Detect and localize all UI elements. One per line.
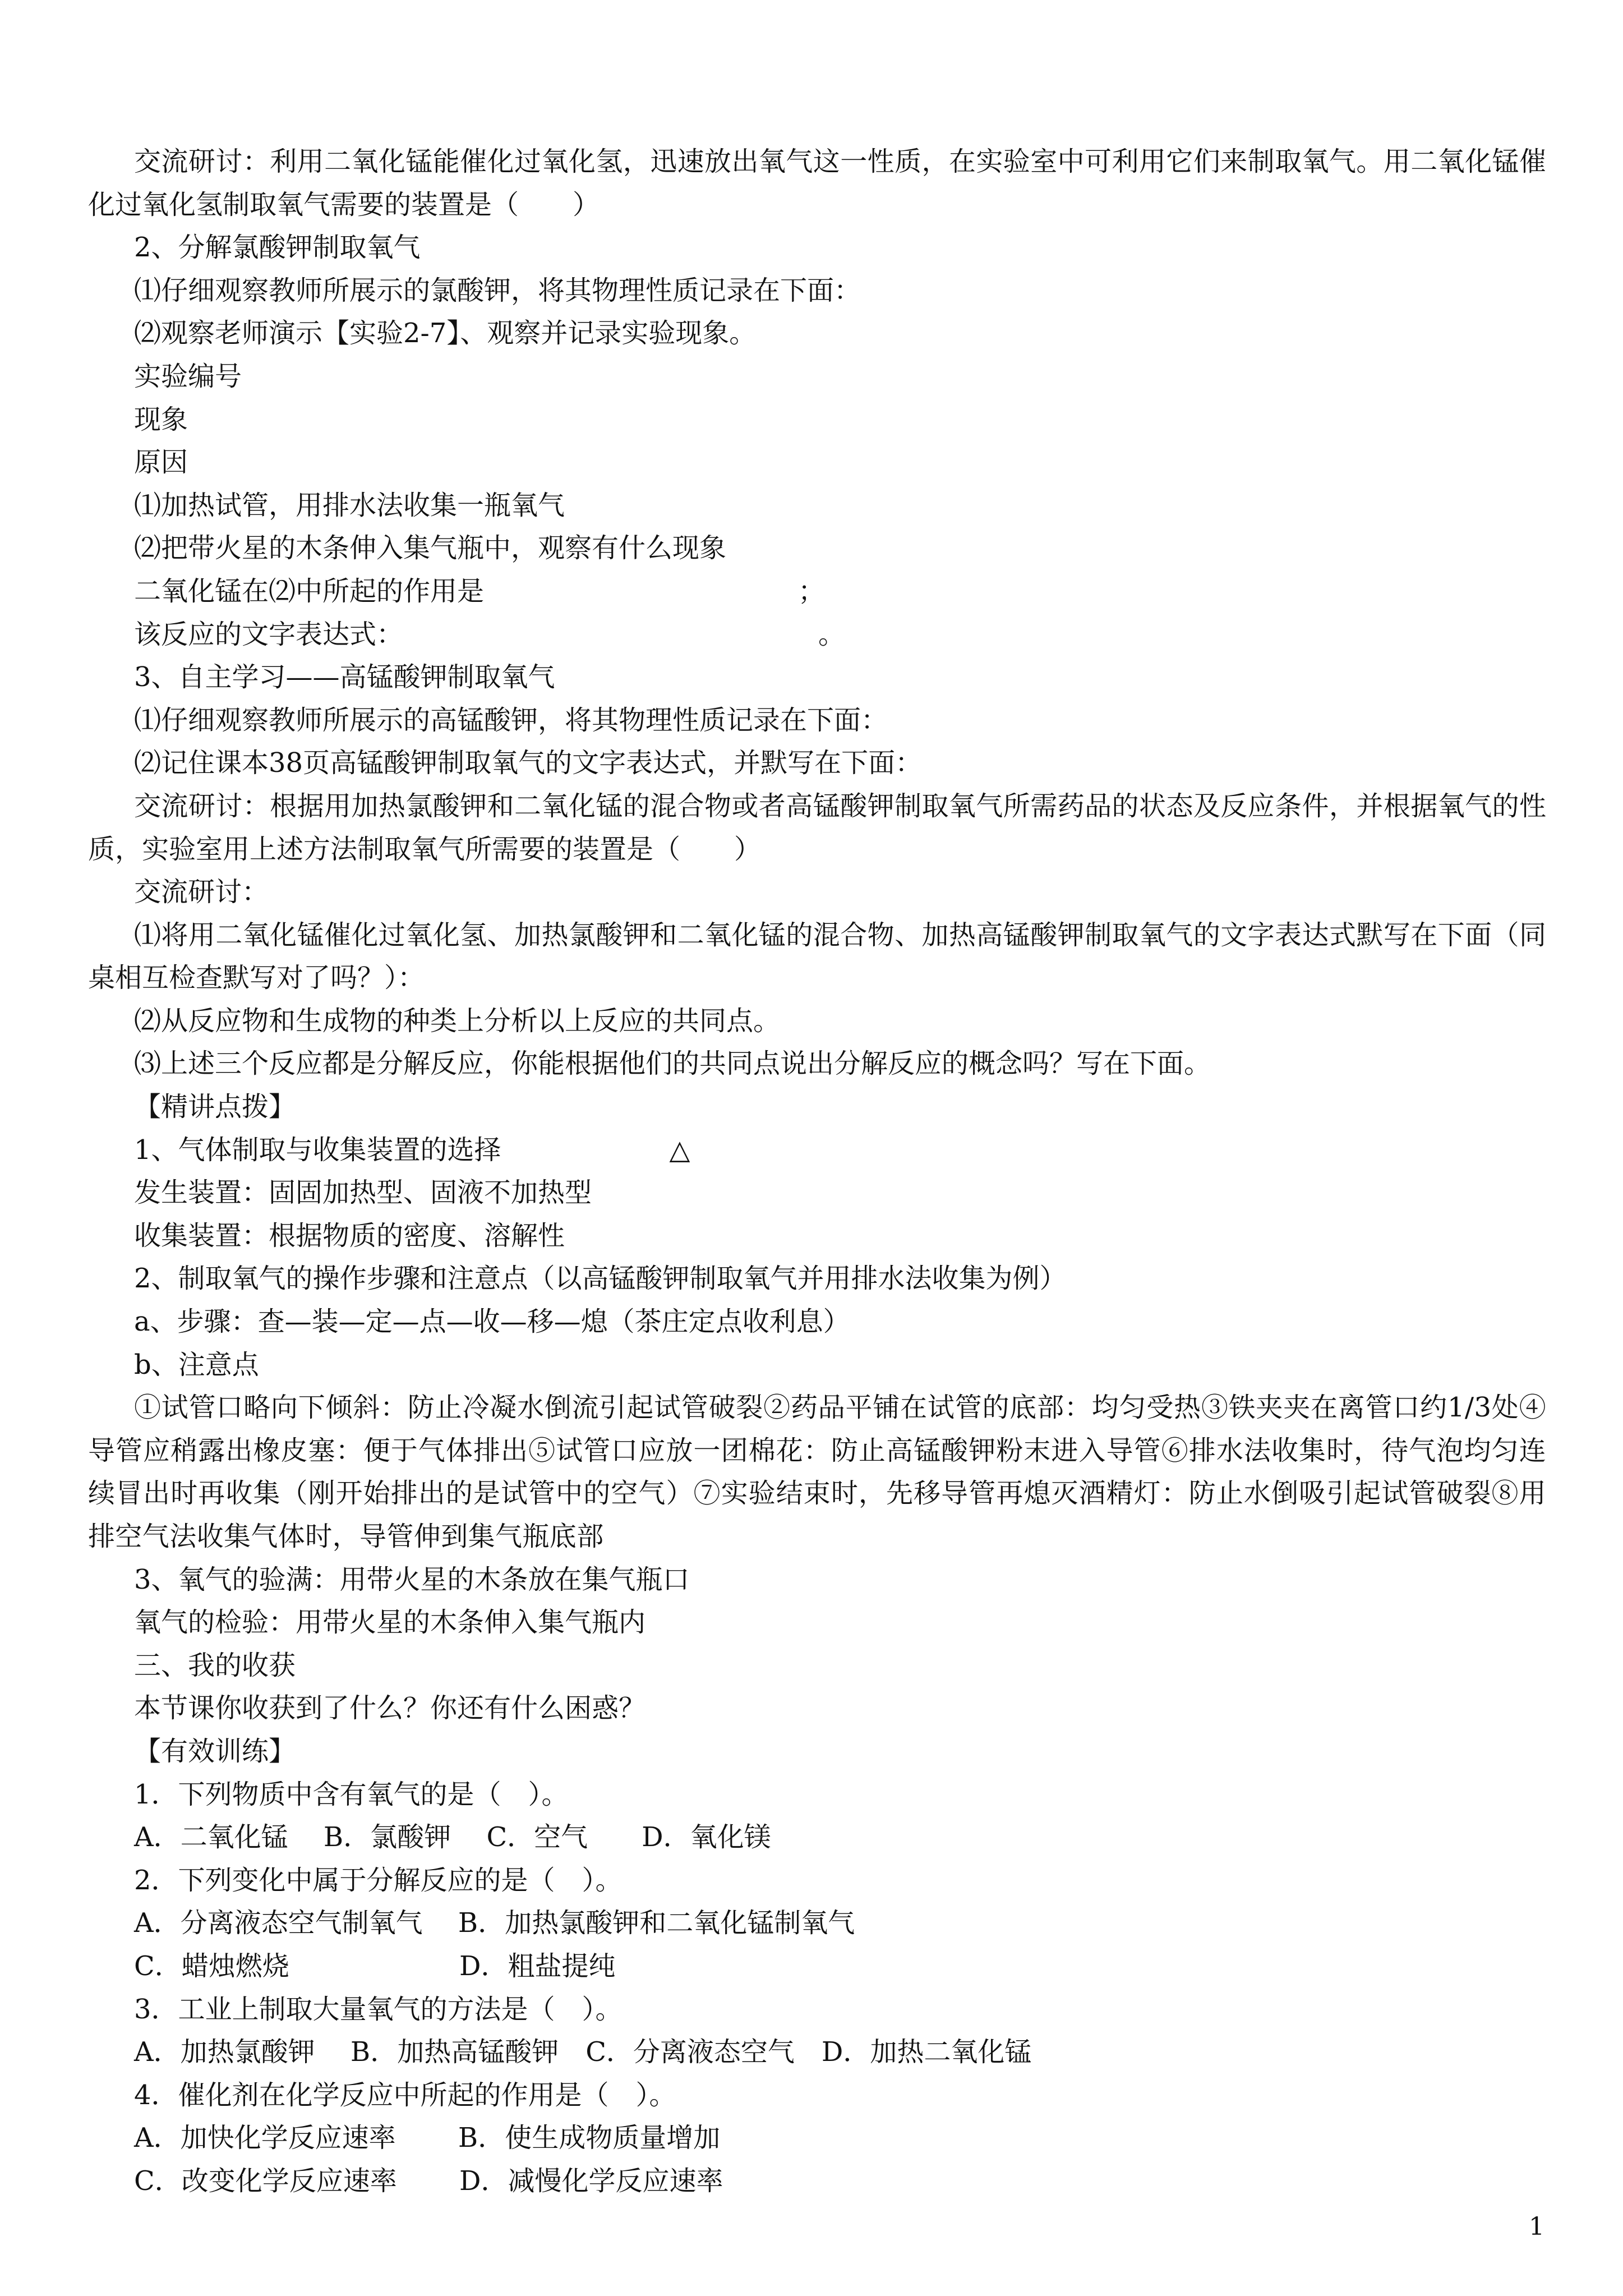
paragraph: ⑵从反应物和生成物的种类上分析以上反应的共同点。 bbox=[134, 1005, 781, 1037]
paragraph: ⑴加热试管，用排水法收集一瓶氧气 bbox=[134, 489, 565, 521]
question: 1．下列物质中含有氧气的是（ ）。 bbox=[134, 1778, 569, 1810]
answer-options: A．加快化学反应速率 B．使生成物质量增加 bbox=[134, 2122, 721, 2154]
triangle-symbol: △ bbox=[669, 1134, 690, 1166]
paragraph: 本节课你收获到了什么？你还有什么困惑？ bbox=[134, 1692, 646, 1724]
answer-options: C．蜡烛燃烧 D．粗盐提纯 bbox=[134, 1950, 616, 1982]
paragraph bbox=[88, 1129, 1546, 1172]
document-body bbox=[88, 140, 1546, 2203]
fill-blank-prompt: 该反应的文字表达式： bbox=[134, 618, 404, 650]
label-experiment-number: 实验编号 bbox=[134, 360, 242, 392]
question: 2．下列变化中属于分解反应的是（ ）。 bbox=[134, 1864, 623, 1896]
fill-blank-prompt: 二氧化锰在⑵中所起的作用是 bbox=[134, 575, 485, 607]
heading-potassium-permanganate: 3、自主学习——高锰酸钾制取氧气 bbox=[134, 661, 555, 693]
paragraph: 氧气的检验：用带火星的木条伸入集气瓶内 bbox=[134, 1607, 646, 1639]
paragraph-notes: ①试管口略向下倾斜：防止冷凝水倒流引起试管破裂②药品平铺在试管的底部：均匀受热③铁夹夹在离管口约1/3处④导管应稍露出橡皮塞：便于气体排出⑤试管口应放一团棉花：防止高锰酸钾粉末进入导管⑥排水法收集时，待气泡均匀连续冒出时再收集（刚开始排出的是试管中的空气）⑦实验结束时，先移导管再熄灭酒精灯：防止水倒吸引起试管破裂⑧用排空气法收集气体时，导管伸到集气瓶底部 bbox=[88, 1392, 1546, 1552]
paragraph: ⑴仔细观察教师所展示的氯酸钾，将其物理性质记录在下面： bbox=[134, 274, 861, 306]
page-number: 1 bbox=[1529, 2212, 1544, 2241]
fill-blank-suffix: 。 bbox=[818, 618, 846, 650]
paragraph: 发生装置：固固加热型、固液不加热型 bbox=[134, 1177, 592, 1209]
paragraph: ⑵记住课本38页高锰酸钾制取氧气的文字表达式，并默写在下面： bbox=[134, 747, 923, 779]
paragraph: ⑵观察老师演示【实验2-7】、观察并记录实验现象。 bbox=[134, 318, 757, 349]
heading-potassium-chlorate: 2、分解氯酸钾制取氧气 bbox=[134, 232, 421, 264]
label-phenomenon: 现象 bbox=[134, 403, 188, 435]
fill-blank-suffix: ； bbox=[798, 575, 826, 607]
paragraph: ⑴将用二氧化锰催化过氧化氢、加热氯酸钾和二氧化锰的混合物、加热高锰酸钾制取氧气的文字表达式默写在下面（同桌相互检查默写对了吗？）： bbox=[88, 919, 1546, 994]
paragraph: a、步骤：查—装—定—点—收—移—熄（茶庄定点收利息） bbox=[134, 1306, 850, 1338]
section-heading-key-points: 【精讲点拨】 bbox=[134, 1091, 296, 1123]
answer-options: A．分离液态空气制氧气 B．加热氯酸钾和二氧化锰制氧气 bbox=[134, 1907, 855, 1939]
answer-options: A．二氧化锰 B．氯酸钾 C．空气 D．氧化镁 bbox=[134, 1821, 771, 1853]
fill-blank-line bbox=[88, 570, 1546, 613]
paragraph: ⑵把带火星的木条伸入集气瓶中，观察有什么现象 bbox=[134, 532, 727, 564]
paragraph: b、注意点 bbox=[134, 1349, 259, 1381]
paragraph: ⑴仔细观察教师所展示的高锰酸钾，将其物理性质记录在下面： bbox=[134, 704, 888, 736]
paragraph: ⑶上述三个反应都是分解反应，你能根据他们的共同点说出分解反应的概念吗？写在下面。 bbox=[134, 1048, 1211, 1080]
paragraph-text: 1、气体制取与收集装置的选择 bbox=[134, 1134, 501, 1166]
paragraph: 3、氧气的验满：用带火星的木条放在集气瓶口 bbox=[134, 1563, 690, 1595]
paragraph-exchange-2: 交流研讨：根据用加热氯酸钾和二氧化锰的混合物或者高锰酸钾制取氧气所需药品的状态及反应条件，并根据氧气的性质，实验室用上述方法制取氧气所需要的装置是（ ） bbox=[88, 790, 1546, 865]
paragraph: 2、制取氧气的操作步骤和注意点（以高锰酸钾制取氧气并用排水法收集为例） bbox=[134, 1263, 1067, 1295]
section-heading-gains: 三、我的收获 bbox=[134, 1649, 296, 1681]
fill-blank-line bbox=[88, 613, 1546, 656]
question: 4．催化剂在化学反应中所起的作用是（ ）。 bbox=[134, 2079, 676, 2111]
label-reason: 原因 bbox=[134, 447, 188, 478]
answer-options: A．加热氯酸钾 B．加热高锰酸钾 C．分离液态空气 D．加热二氧化锰 bbox=[134, 2036, 1032, 2068]
paragraph-exchange-1: 交流研讨：利用二氧化锰能催化过氧化氢，迅速放出氧气这一性质，在实验室中可利用它们来制取氧气。用二氧化锰催化过氧化氢制取氧气需要的装置是（ ） bbox=[88, 146, 1546, 220]
answer-options: C．改变化学反应速率 D．减慢化学反应速率 bbox=[134, 2165, 723, 2197]
paragraph: 收集装置：根据物质的密度、溶解性 bbox=[134, 1220, 565, 1251]
question: 3．工业上制取大量氧气的方法是（ ）。 bbox=[134, 1993, 623, 2025]
section-heading-training: 【有效训练】 bbox=[134, 1735, 296, 1767]
paragraph: 交流研讨： bbox=[134, 876, 269, 908]
